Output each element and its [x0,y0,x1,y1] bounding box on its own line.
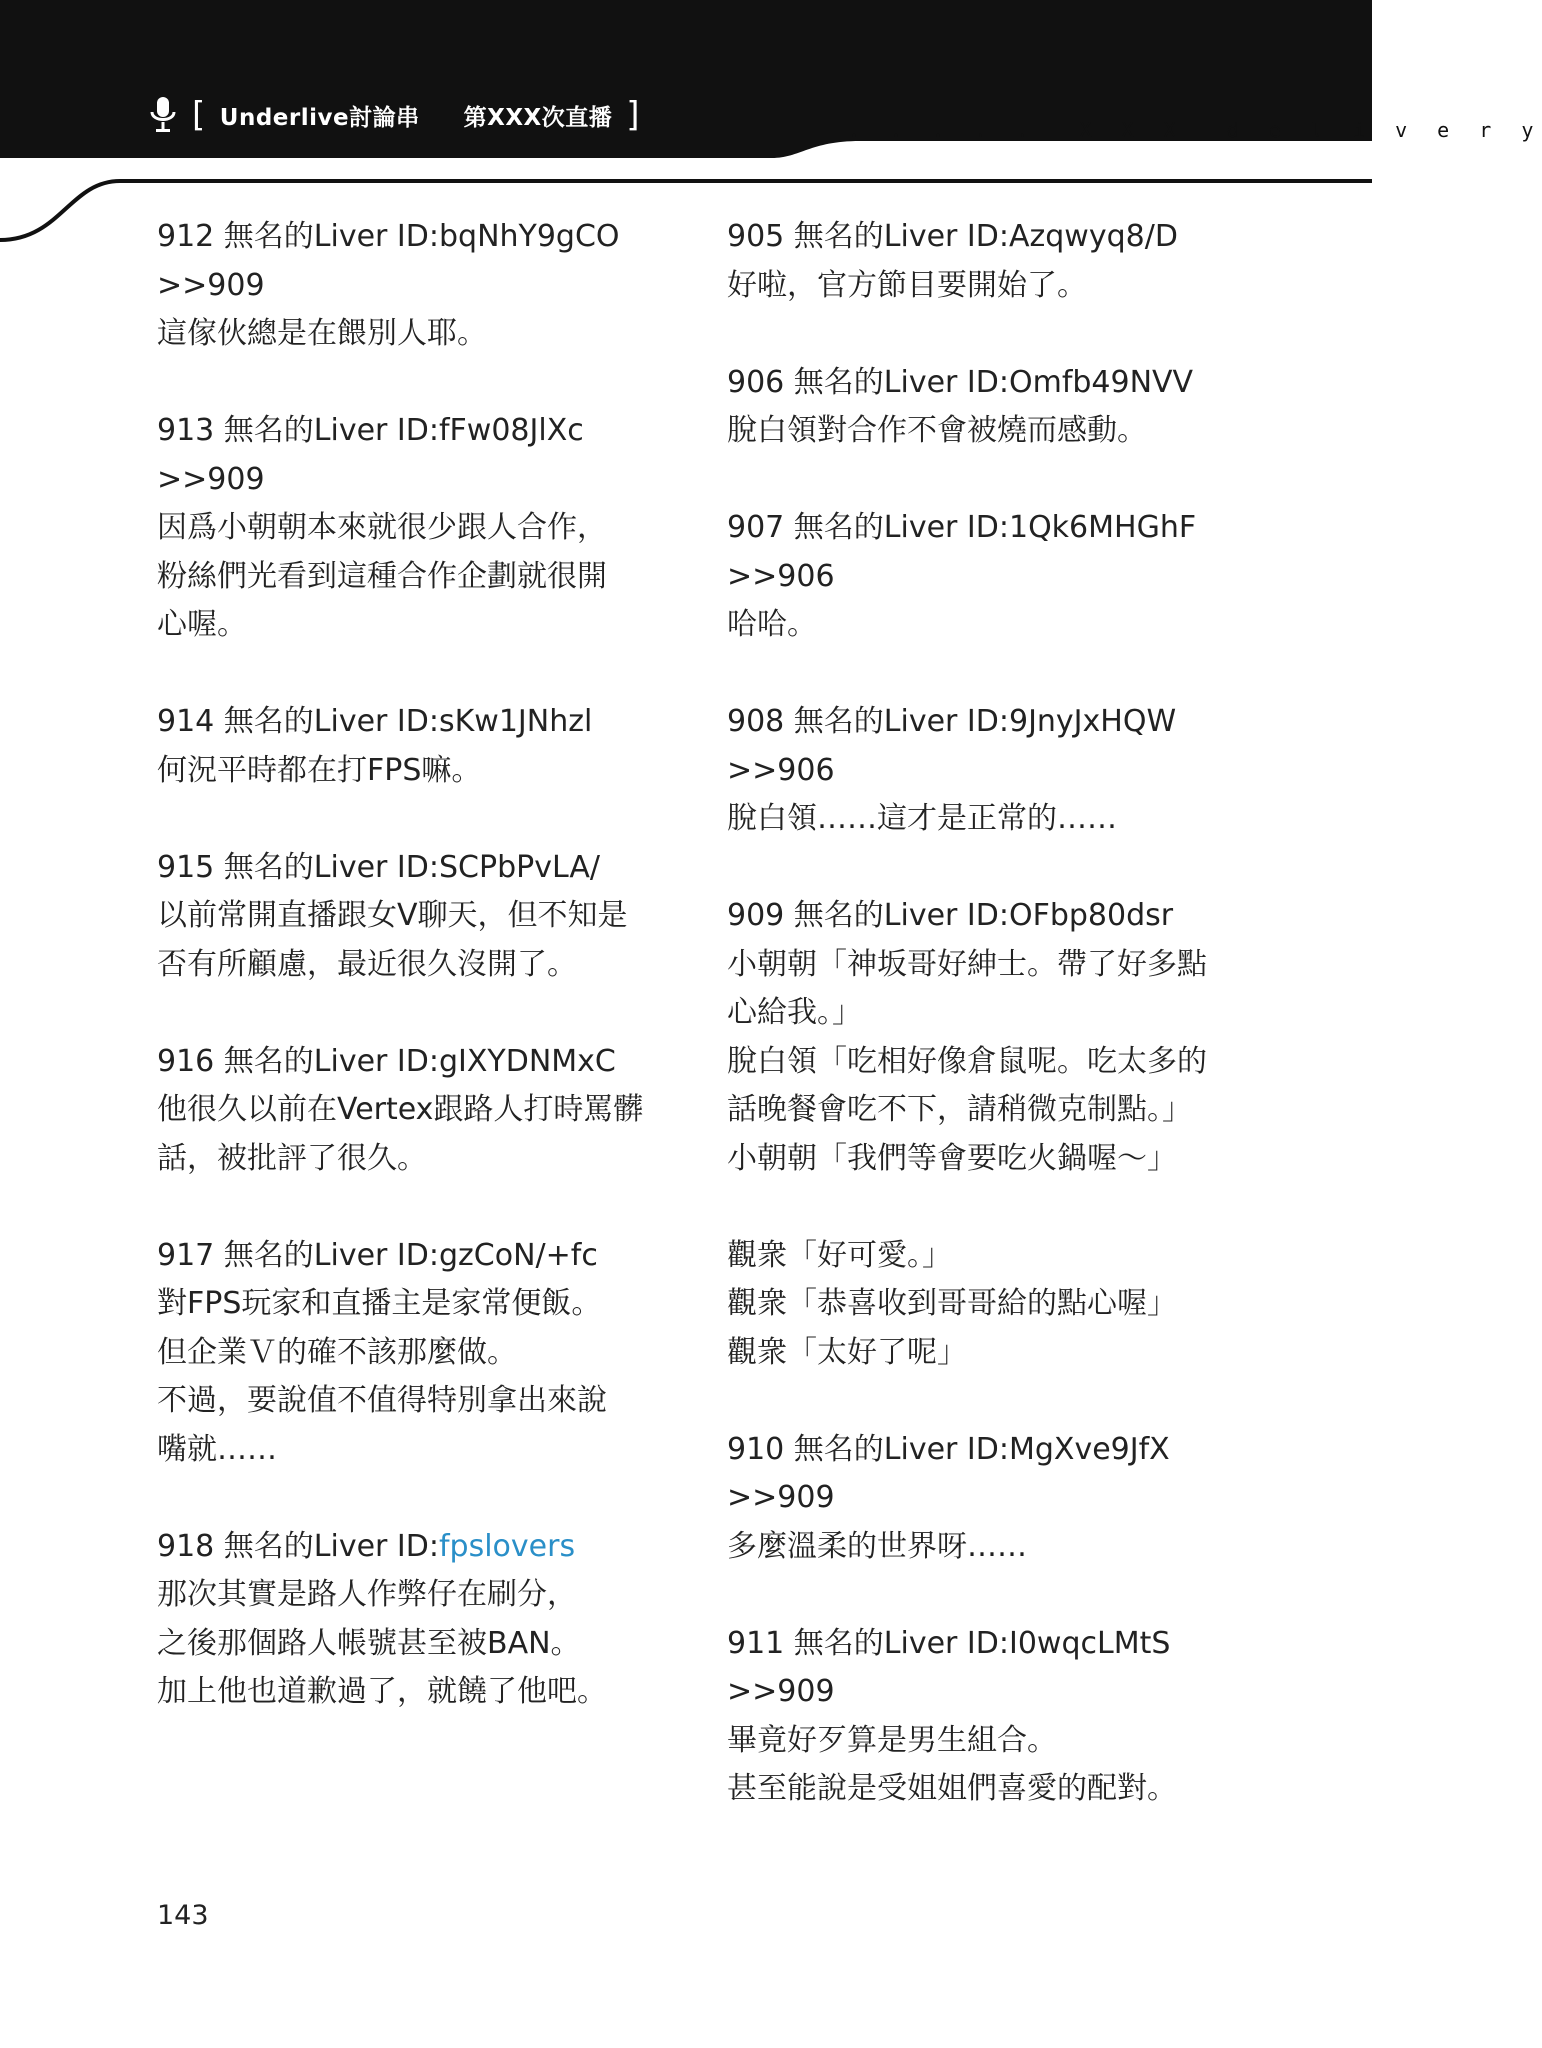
post-header-text: 905 無名的Liver ID:Azqwyq8/D [727,219,1178,254]
post-header [727,213,1287,262]
post-header-text: 907 無名的Liver ID:1Qk6MHGhF [727,510,1197,545]
post-header [727,504,1287,553]
post-header-text: 909 無名的Liver ID:OFbp80dsr [727,898,1174,933]
post-line: 脫白領對合作不會被燒而感動。 [727,413,1147,448]
post-header [157,1523,697,1572]
post-line: >>909 [727,1674,835,1709]
post-line: 脫白領「吃相好像倉鼠呢。吃太多的 [727,1043,1207,1079]
post-line: 話，被批評了很久。 [157,1140,427,1176]
post-line: >>909 [157,461,265,497]
post-line: >>909 [727,1480,835,1515]
post-header-text: 908 無名的Liver ID:9JnyJxHQW [727,704,1177,739]
post-line: >>906 [727,752,835,788]
post-line: 脫白領……這才是正常的…… [727,801,1117,836]
post-header [157,844,697,893]
post-header-text: 916 無名的Liver ID:gIXYDNMxC [157,1043,616,1079]
post [157,1523,697,1717]
post-header-text: 910 無名的Liver ID:MgXve9JfX [727,1431,1170,1467]
post-line: 不過，要說值不值得特別拿出來說 [157,1383,607,1418]
post [157,698,697,795]
post-header-text: 906 無名的Liver ID:Omfb49NVV [727,364,1194,400]
poster-id-link[interactable]: fpslovers [438,1528,576,1564]
right-column [727,213,1287,1862]
post [727,213,1287,310]
header-bracket-open: [ [192,95,206,135]
post-header-text: 917 無名的Liver ID:gzCoN/+fc [157,1237,598,1273]
post-line: 心給我。」 [727,995,862,1030]
post-line: 畢竟好歹算是男生組合。 [727,1722,1057,1758]
post-line: 觀衆「恭喜收到哥哥給的點心喔」 [727,1286,1177,1321]
post [157,407,697,650]
post-header [727,359,1287,408]
post-line: 之後那個路人帳號甚至被BAN。 [157,1625,581,1661]
post-line: 觀衆「太好了呢」 [727,1334,967,1370]
header-subtitle-text: 第XXX次直播 [463,104,613,131]
post [727,359,1287,456]
post-line: 好啦，官方節目要開始了。 [727,267,1087,303]
post [727,698,1287,844]
post-line: 粉絲們光看到這種合作企劃就很開 [157,558,607,594]
post-line: 但企業Ｖ的確不該那麼做。 [157,1334,517,1370]
post-line: 他很久以前在Vertex跟路人打時罵髒 [157,1092,644,1127]
post-header [157,213,697,262]
post-line: 多麼溫柔的世界呀…… [727,1528,1027,1564]
post-header [157,1038,697,1087]
post-line: 何況平時都在打FPS嘛。 [157,752,482,788]
post-line: 嘴就…… [157,1431,277,1467]
post-header-text: 912 無名的Liver ID:bqNhY9gCO [157,219,620,254]
header-title [148,90,640,140]
post-header-text: 915 無名的Liver ID:SCPbPvLA/ [157,849,600,885]
post [157,213,697,359]
post-header [727,892,1287,941]
post-line: 觀衆「好可愛。」 [727,1237,952,1273]
post-line: 這傢伙總是在餵別人耶。 [157,316,487,351]
post-header [157,407,697,456]
post-line: 那次其實是路人作弊仔在刷分， [157,1577,577,1612]
post-line: 否有所顧慮，最近很久沒開了。 [157,946,577,982]
post [727,1232,1287,1378]
post-line: 小朝朝「我們等會要吃火鍋喔～」 [727,1140,1177,1176]
left-column [157,213,697,1765]
post [157,844,697,990]
post-line: >>909 [157,267,265,303]
post-header-text: 914 無名的Liver ID:sKw1JNhzl [157,704,593,739]
post-header [157,698,697,747]
post-header [157,1232,697,1281]
post-line: 以前常開直播跟女V聊天，但不知是 [157,898,628,933]
post [727,504,1287,650]
post-header-text: 918 無名的Liver ID: [157,1528,439,1564]
post-header [727,1620,1287,1669]
post-line: 哈哈。 [727,607,817,642]
post [727,1426,1287,1572]
post-header [727,698,1287,747]
post-line: 對FPS玩家和直播主是家常便飯。 [157,1286,602,1321]
header-tag: . . . . . X X X d e l i v e r y [848,118,1542,142]
post-line: 話晚餐會吃不下，請稍微克制點。」 [727,1092,1192,1127]
post-header-text: 913 無名的Liver ID:fFw08JlXc [157,413,584,448]
post-line: 心喔。 [157,607,247,642]
post-line: 甚至能說是受姐姐們喜愛的配對。 [727,1771,1177,1806]
post-line: 加上他也道歉過了，就饒了他吧。 [157,1674,607,1709]
post-line: 因爲小朝朝本來就很少跟人合作， [157,510,607,545]
header-bracket-close: ] [626,95,641,135]
post-line: >>906 [727,558,835,594]
post-header-text: 911 無名的Liver ID:I0wqcLMtS [727,1625,1171,1661]
header-title-text: Underlive討論串 [219,104,420,131]
page-number: 143 [157,1900,209,1931]
post [727,1620,1287,1814]
post [727,892,1287,1183]
post [157,1232,697,1475]
microphone-icon [148,95,178,135]
post-line: 小朝朝「神坂哥好紳士。帶了好多點 [727,946,1207,982]
post-header [727,1426,1287,1475]
post [157,1038,697,1184]
